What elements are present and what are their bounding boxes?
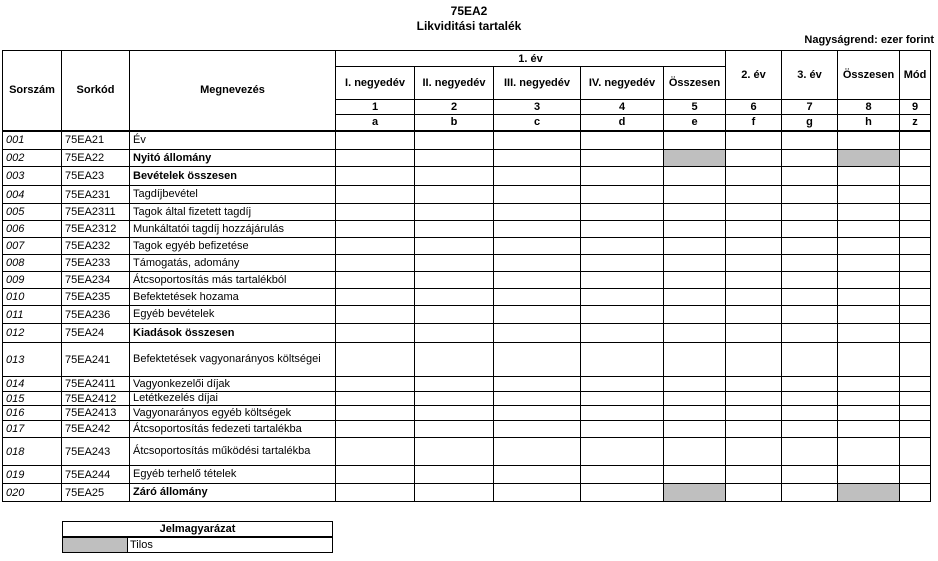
value-cell[interactable] xyxy=(664,392,726,406)
value-cell[interactable] xyxy=(900,238,931,255)
column-letter: c xyxy=(494,115,581,131)
row-code: 75EA21 xyxy=(62,131,130,150)
value-cell[interactable] xyxy=(581,324,664,343)
value-cell[interactable] xyxy=(581,421,664,438)
value-cell[interactable] xyxy=(494,377,581,392)
value-cell[interactable] xyxy=(336,306,415,324)
value-cell[interactable] xyxy=(782,289,838,306)
table-row xyxy=(3,406,931,421)
header-year-2: 2. év xyxy=(726,51,782,100)
value-cell[interactable] xyxy=(900,150,931,167)
value-cell[interactable] xyxy=(664,131,726,150)
value-cell[interactable] xyxy=(664,438,726,466)
form-title: Likviditási tartalék xyxy=(416,19,522,33)
value-cell[interactable] xyxy=(900,186,931,204)
value-cell[interactable] xyxy=(581,484,664,502)
value-cell[interactable] xyxy=(726,377,782,392)
value-cell[interactable] xyxy=(415,167,494,186)
value-cell[interactable] xyxy=(664,306,726,324)
value-cell[interactable] xyxy=(494,343,581,377)
row-code: 75EA2312 xyxy=(62,221,130,238)
row-number: 018 xyxy=(3,438,62,466)
header-mod: Mód xyxy=(900,51,931,100)
column-letter: d xyxy=(581,115,664,131)
row-number: 011 xyxy=(3,306,62,324)
column-number: 9 xyxy=(900,100,931,115)
row-name: Átcsoportosítás fedezeti tartalékba xyxy=(130,421,336,438)
table-row xyxy=(3,289,931,306)
value-cell[interactable] xyxy=(415,238,494,255)
value-cell[interactable] xyxy=(415,221,494,238)
value-cell[interactable] xyxy=(494,204,581,221)
row-name: Támogatás, adomány xyxy=(130,255,336,272)
value-cell[interactable] xyxy=(415,272,494,289)
value-cell[interactable] xyxy=(782,238,838,255)
value-cell[interactable] xyxy=(726,255,782,272)
table-row xyxy=(3,377,931,392)
value-cell[interactable] xyxy=(494,221,581,238)
header-year-3: 3. év xyxy=(782,51,838,100)
value-cell[interactable] xyxy=(900,255,931,272)
table-row xyxy=(3,255,931,272)
table-row xyxy=(3,238,931,255)
value-cell[interactable] xyxy=(782,377,838,392)
row-number: 001 xyxy=(3,131,62,150)
row-number: 005 xyxy=(3,204,62,221)
value-cell[interactable] xyxy=(336,421,415,438)
value-cell[interactable] xyxy=(494,238,581,255)
value-cell[interactable] xyxy=(726,466,782,484)
value-cell[interactable] xyxy=(415,255,494,272)
value-cell[interactable] xyxy=(336,150,415,167)
value-cell[interactable] xyxy=(726,392,782,406)
value-cell[interactable] xyxy=(494,255,581,272)
value-cell[interactable] xyxy=(726,289,782,306)
row-number: 004 xyxy=(3,186,62,204)
value-cell[interactable] xyxy=(336,392,415,406)
row-code: 75EA236 xyxy=(62,306,130,324)
value-cell[interactable] xyxy=(581,306,664,324)
value-cell[interactable] xyxy=(664,272,726,289)
value-cell[interactable] xyxy=(415,421,494,438)
row-code: 75EA2411 xyxy=(62,377,130,392)
row-code: 75EA234 xyxy=(62,272,130,289)
row-code: 75EA2413 xyxy=(62,406,130,421)
value-cell[interactable] xyxy=(838,238,900,255)
row-name: Átcsoportosítás más tartalékból xyxy=(130,272,336,289)
column-number: 5 xyxy=(664,100,726,115)
header-megnevezes: Megnevezés xyxy=(130,51,336,131)
value-cell[interactable] xyxy=(415,343,494,377)
value-cell[interactable] xyxy=(664,421,726,438)
value-cell[interactable] xyxy=(782,204,838,221)
value-cell[interactable] xyxy=(415,289,494,306)
value-cell[interactable] xyxy=(782,392,838,406)
value-cell[interactable] xyxy=(415,406,494,421)
value-cell[interactable] xyxy=(726,221,782,238)
value-cell[interactable] xyxy=(726,421,782,438)
header-q3: III. negyedév xyxy=(494,67,581,100)
value-cell[interactable] xyxy=(900,377,931,392)
value-cell[interactable] xyxy=(581,406,664,421)
value-cell[interactable] xyxy=(494,438,581,466)
row-code: 75EA232 xyxy=(62,238,130,255)
value-cell[interactable] xyxy=(336,272,415,289)
row-name: Záró állomány xyxy=(130,484,336,502)
row-number: 016 xyxy=(3,406,62,421)
disabled-cell xyxy=(838,484,900,502)
value-cell[interactable] xyxy=(581,221,664,238)
data-table xyxy=(2,50,931,502)
value-cell[interactable] xyxy=(726,204,782,221)
value-cell[interactable] xyxy=(838,377,900,392)
value-cell[interactable] xyxy=(415,150,494,167)
value-cell[interactable] xyxy=(336,238,415,255)
value-cell[interactable] xyxy=(336,343,415,377)
value-cell[interactable] xyxy=(838,421,900,438)
value-cell[interactable] xyxy=(664,238,726,255)
value-cell[interactable] xyxy=(900,167,931,186)
column-letter: b xyxy=(415,115,494,131)
value-cell[interactable] xyxy=(838,306,900,324)
row-code: 75EA22 xyxy=(62,150,130,167)
row-code: 75EA2412 xyxy=(62,392,130,406)
value-cell[interactable] xyxy=(838,255,900,272)
value-cell[interactable] xyxy=(581,466,664,484)
value-cell[interactable] xyxy=(782,306,838,324)
value-cell[interactable] xyxy=(900,306,931,324)
value-cell[interactable] xyxy=(494,272,581,289)
value-cell[interactable] xyxy=(664,221,726,238)
value-cell[interactable] xyxy=(494,466,581,484)
value-cell[interactable] xyxy=(900,466,931,484)
row-name: Vagyonkezelői díjak xyxy=(130,377,336,392)
value-cell[interactable] xyxy=(415,392,494,406)
header-total: Összesen xyxy=(838,51,900,100)
row-code: 75EA235 xyxy=(62,289,130,306)
value-cell[interactable] xyxy=(664,324,726,343)
column-number: 2 xyxy=(415,100,494,115)
form-code: 75EA2 xyxy=(450,4,488,18)
value-cell[interactable] xyxy=(336,255,415,272)
table-row xyxy=(3,306,931,324)
table-row xyxy=(3,343,931,377)
unit-label: Nagyságrend: ezer forint xyxy=(804,34,934,46)
value-cell[interactable] xyxy=(494,306,581,324)
header-q4: IV. negyedév xyxy=(581,67,664,100)
value-cell[interactable] xyxy=(336,406,415,421)
value-cell[interactable] xyxy=(336,204,415,221)
value-cell[interactable] xyxy=(782,466,838,484)
legend-table xyxy=(62,521,333,553)
column-number: 1 xyxy=(336,100,415,115)
table-row xyxy=(3,438,931,466)
value-cell[interactable] xyxy=(494,324,581,343)
value-cell[interactable] xyxy=(581,438,664,466)
value-cell[interactable] xyxy=(782,343,838,377)
row-code: 75EA231 xyxy=(62,186,130,204)
column-number: 4 xyxy=(581,100,664,115)
row-code: 75EA23 xyxy=(62,167,130,186)
value-cell[interactable] xyxy=(336,167,415,186)
row-number: 015 xyxy=(3,392,62,406)
value-cell[interactable] xyxy=(782,255,838,272)
legend-item-label: Tilos xyxy=(128,537,333,553)
disabled-cell xyxy=(838,150,900,167)
value-cell[interactable] xyxy=(726,484,782,502)
value-cell[interactable] xyxy=(726,131,782,150)
header-sorkod: Sorkód xyxy=(62,51,130,131)
legend-swatch xyxy=(63,537,128,553)
value-cell[interactable] xyxy=(900,131,931,150)
value-cell[interactable] xyxy=(726,406,782,421)
value-cell[interactable] xyxy=(581,255,664,272)
value-cell[interactable] xyxy=(415,131,494,150)
row-name: Vagyonarányos egyéb költségek xyxy=(130,406,336,421)
row-number: 002 xyxy=(3,150,62,167)
value-cell[interactable] xyxy=(664,289,726,306)
value-cell[interactable] xyxy=(581,377,664,392)
value-cell[interactable] xyxy=(336,186,415,204)
value-cell[interactable] xyxy=(838,466,900,484)
row-code: 75EA233 xyxy=(62,255,130,272)
value-cell[interactable] xyxy=(336,324,415,343)
value-cell[interactable] xyxy=(782,131,838,150)
value-cell[interactable] xyxy=(900,406,931,421)
table-row xyxy=(3,421,931,438)
value-cell[interactable] xyxy=(581,289,664,306)
value-cell[interactable] xyxy=(581,150,664,167)
header-q1: I. negyedév xyxy=(336,67,415,100)
row-number: 012 xyxy=(3,324,62,343)
value-cell[interactable] xyxy=(726,167,782,186)
table-row xyxy=(3,204,931,221)
table-row xyxy=(3,392,931,406)
value-cell[interactable] xyxy=(494,150,581,167)
value-cell[interactable] xyxy=(664,204,726,221)
row-name: Befektetések vagyonarányos költségei xyxy=(130,343,336,377)
value-cell[interactable] xyxy=(336,131,415,150)
value-cell[interactable] xyxy=(415,204,494,221)
column-letter: g xyxy=(782,115,838,131)
value-cell[interactable] xyxy=(838,392,900,406)
row-code: 75EA242 xyxy=(62,421,130,438)
value-cell[interactable] xyxy=(900,343,931,377)
header-q2: II. negyedév xyxy=(415,67,494,100)
value-cell[interactable] xyxy=(782,438,838,466)
value-cell[interactable] xyxy=(415,324,494,343)
table-row xyxy=(3,466,931,484)
value-cell[interactable] xyxy=(664,377,726,392)
header-sorszam: Sorszám xyxy=(3,51,62,131)
value-cell[interactable] xyxy=(581,343,664,377)
value-cell[interactable] xyxy=(581,238,664,255)
value-cell[interactable] xyxy=(336,466,415,484)
value-cell[interactable] xyxy=(494,421,581,438)
value-cell[interactable] xyxy=(782,484,838,502)
column-letter: f xyxy=(726,115,782,131)
value-cell[interactable] xyxy=(336,289,415,306)
value-cell[interactable] xyxy=(838,406,900,421)
value-cell[interactable] xyxy=(581,204,664,221)
row-code: 75EA244 xyxy=(62,466,130,484)
table-row xyxy=(3,272,931,289)
value-cell[interactable] xyxy=(336,484,415,502)
row-name: Munkáltatói tagdíj hozzájárulás xyxy=(130,221,336,238)
row-number: 009 xyxy=(3,272,62,289)
value-cell[interactable] xyxy=(782,406,838,421)
value-cell[interactable] xyxy=(494,406,581,421)
row-number: 014 xyxy=(3,377,62,392)
disabled-cell xyxy=(664,484,726,502)
row-number: 008 xyxy=(3,255,62,272)
value-cell[interactable] xyxy=(900,438,931,466)
value-cell[interactable] xyxy=(900,324,931,343)
row-name: Év xyxy=(130,131,336,150)
column-letter: h xyxy=(838,115,900,131)
value-cell[interactable] xyxy=(664,255,726,272)
value-cell[interactable] xyxy=(838,289,900,306)
value-cell[interactable] xyxy=(581,392,664,406)
value-cell[interactable] xyxy=(494,131,581,150)
row-name: Tagok által fizetett tagdíj xyxy=(130,204,336,221)
value-cell[interactable] xyxy=(838,272,900,289)
table-row xyxy=(3,221,931,238)
row-code: 75EA25 xyxy=(62,484,130,502)
value-cell[interactable] xyxy=(838,204,900,221)
row-name: Kiadások összesen xyxy=(130,324,336,343)
value-cell[interactable] xyxy=(900,421,931,438)
row-number: 003 xyxy=(3,167,62,186)
row-name: Egyéb bevételek xyxy=(130,306,336,324)
value-cell[interactable] xyxy=(782,186,838,204)
value-cell[interactable] xyxy=(782,324,838,343)
value-cell[interactable] xyxy=(415,466,494,484)
value-cell[interactable] xyxy=(415,186,494,204)
header-year-1: 1. év xyxy=(336,51,726,67)
value-cell[interactable] xyxy=(838,221,900,238)
row-number: 017 xyxy=(3,421,62,438)
value-cell[interactable] xyxy=(415,306,494,324)
value-cell[interactable] xyxy=(581,186,664,204)
row-code: 75EA2311 xyxy=(62,204,130,221)
value-cell[interactable] xyxy=(664,167,726,186)
value-cell[interactable] xyxy=(581,167,664,186)
value-cell[interactable] xyxy=(726,306,782,324)
value-cell[interactable] xyxy=(664,343,726,377)
value-cell[interactable] xyxy=(838,343,900,377)
value-cell[interactable] xyxy=(838,167,900,186)
value-cell[interactable] xyxy=(664,466,726,484)
row-code: 75EA24 xyxy=(62,324,130,343)
row-number: 020 xyxy=(3,484,62,502)
value-cell[interactable] xyxy=(900,221,931,238)
table-row xyxy=(3,484,931,502)
row-code: 75EA241 xyxy=(62,343,130,377)
value-cell[interactable] xyxy=(664,406,726,421)
value-cell[interactable] xyxy=(726,150,782,167)
value-cell[interactable] xyxy=(494,289,581,306)
value-cell[interactable] xyxy=(494,186,581,204)
row-number: 013 xyxy=(3,343,62,377)
value-cell[interactable] xyxy=(581,131,664,150)
value-cell[interactable] xyxy=(838,438,900,466)
table-row xyxy=(3,324,931,343)
value-cell[interactable] xyxy=(900,484,931,502)
value-cell[interactable] xyxy=(838,186,900,204)
column-number: 6 xyxy=(726,100,782,115)
value-cell[interactable] xyxy=(900,392,931,406)
value-cell[interactable] xyxy=(494,167,581,186)
row-number: 006 xyxy=(3,221,62,238)
table-row xyxy=(3,150,931,167)
column-number: 3 xyxy=(494,100,581,115)
row-name: Egyéb terhelő tételek xyxy=(130,466,336,484)
value-cell[interactable] xyxy=(782,167,838,186)
value-cell[interactable] xyxy=(336,221,415,238)
row-name: Bevételek összesen xyxy=(130,167,336,186)
value-cell[interactable] xyxy=(726,186,782,204)
value-cell[interactable] xyxy=(726,238,782,255)
table-row xyxy=(3,186,931,204)
row-name: Átcsoportosítás működési tartalékba xyxy=(130,438,336,466)
value-cell[interactable] xyxy=(726,272,782,289)
disabled-cell xyxy=(664,150,726,167)
row-name: Tagdíjbevétel xyxy=(130,186,336,204)
row-name: Letétkezelés díjai xyxy=(130,392,336,406)
value-cell[interactable] xyxy=(664,186,726,204)
row-name: Nyitó állomány xyxy=(130,150,336,167)
column-number: 8 xyxy=(838,100,900,115)
value-cell[interactable] xyxy=(415,438,494,466)
column-letter: z xyxy=(900,115,931,131)
row-code: 75EA243 xyxy=(62,438,130,466)
value-cell[interactable] xyxy=(336,438,415,466)
value-cell[interactable] xyxy=(900,272,931,289)
value-cell[interactable] xyxy=(726,343,782,377)
column-letter: a xyxy=(336,115,415,131)
value-cell[interactable] xyxy=(494,392,581,406)
row-name: Befektetések hozama xyxy=(130,289,336,306)
value-cell[interactable] xyxy=(415,484,494,502)
value-cell[interactable] xyxy=(900,204,931,221)
value-cell[interactable] xyxy=(726,438,782,466)
value-cell[interactable] xyxy=(782,272,838,289)
value-cell[interactable] xyxy=(494,484,581,502)
value-cell[interactable] xyxy=(782,150,838,167)
row-number: 019 xyxy=(3,466,62,484)
column-number: 7 xyxy=(782,100,838,115)
value-cell[interactable] xyxy=(336,377,415,392)
row-number: 010 xyxy=(3,289,62,306)
value-cell[interactable] xyxy=(581,272,664,289)
table-row xyxy=(3,167,931,186)
value-cell[interactable] xyxy=(900,289,931,306)
legend-title: Jelmagyarázat xyxy=(63,522,333,538)
value-cell[interactable] xyxy=(726,324,782,343)
table-row xyxy=(3,131,931,150)
value-cell[interactable] xyxy=(838,324,900,343)
value-cell[interactable] xyxy=(782,221,838,238)
row-name: Tagok egyéb befizetése xyxy=(130,238,336,255)
row-number: 007 xyxy=(3,238,62,255)
value-cell[interactable] xyxy=(782,421,838,438)
value-cell[interactable] xyxy=(415,377,494,392)
value-cell[interactable] xyxy=(838,131,900,150)
header-total-year-1: Összesen xyxy=(664,67,726,100)
column-letter: e xyxy=(664,115,726,131)
